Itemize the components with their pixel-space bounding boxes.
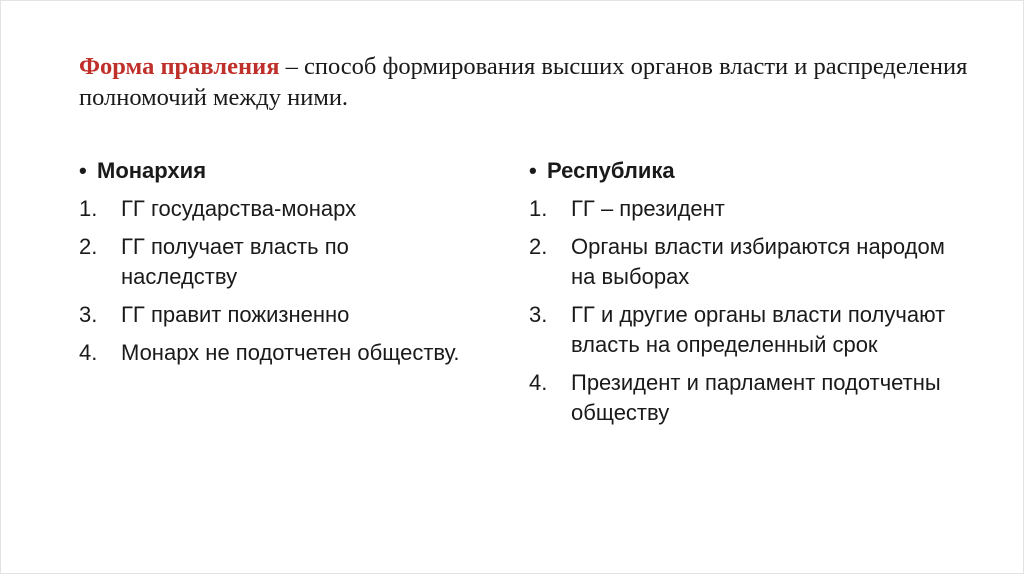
list-item-text: Монарх не подотчетен обществу.: [121, 340, 460, 365]
definition-text: – способ формирования высших органов власти и распределения полномочий между ними.: [79, 53, 968, 111]
list-item-text: ГГ – президент: [571, 196, 725, 221]
republic-title: [529, 156, 959, 186]
list-item: [529, 232, 959, 292]
monarchy-list: [79, 194, 469, 368]
list-item-text: ГГ и другие органы власти получают власть на определенный срок: [571, 302, 946, 357]
monarchy-column: [79, 156, 469, 376]
list-item: [79, 338, 469, 368]
list-item-number: 1.: [79, 196, 98, 221]
list-item-text: Органы власти избираются народом на выборах: [571, 234, 945, 289]
republic-list: [529, 194, 959, 428]
bullet-icon: •: [79, 158, 87, 183]
list-item-text: ГГ получает власть по наследству: [121, 234, 349, 289]
definition-heading: [79, 51, 979, 113]
list-item-text: ГГ государства-монарх: [121, 196, 357, 221]
definition-term: Форма правления: [79, 53, 280, 80]
list-item-text: Президент и парламент подотчетны обществу: [571, 370, 941, 425]
list-item: [79, 194, 469, 224]
republic-column: [529, 156, 959, 436]
list-item-number: 4.: [79, 340, 98, 365]
republic-title-label: Республика: [547, 158, 675, 183]
list-item: [529, 300, 959, 360]
list-item-number: 3.: [529, 302, 548, 327]
list-item: [79, 300, 469, 330]
list-item-text: ГГ правит пожизненно: [121, 302, 350, 327]
list-item-number: 2.: [529, 234, 548, 259]
list-item-number: 1.: [529, 196, 548, 221]
list-item-number: 3.: [79, 302, 98, 327]
list-item: [79, 232, 469, 292]
list-item-number: 2.: [79, 234, 98, 259]
list-item: [529, 368, 959, 428]
list-item: [529, 194, 959, 224]
bullet-icon: •: [529, 158, 537, 183]
monarchy-title-label: Монархия: [97, 158, 207, 183]
monarchy-title: [79, 156, 469, 186]
list-item-number: 4.: [529, 370, 548, 395]
